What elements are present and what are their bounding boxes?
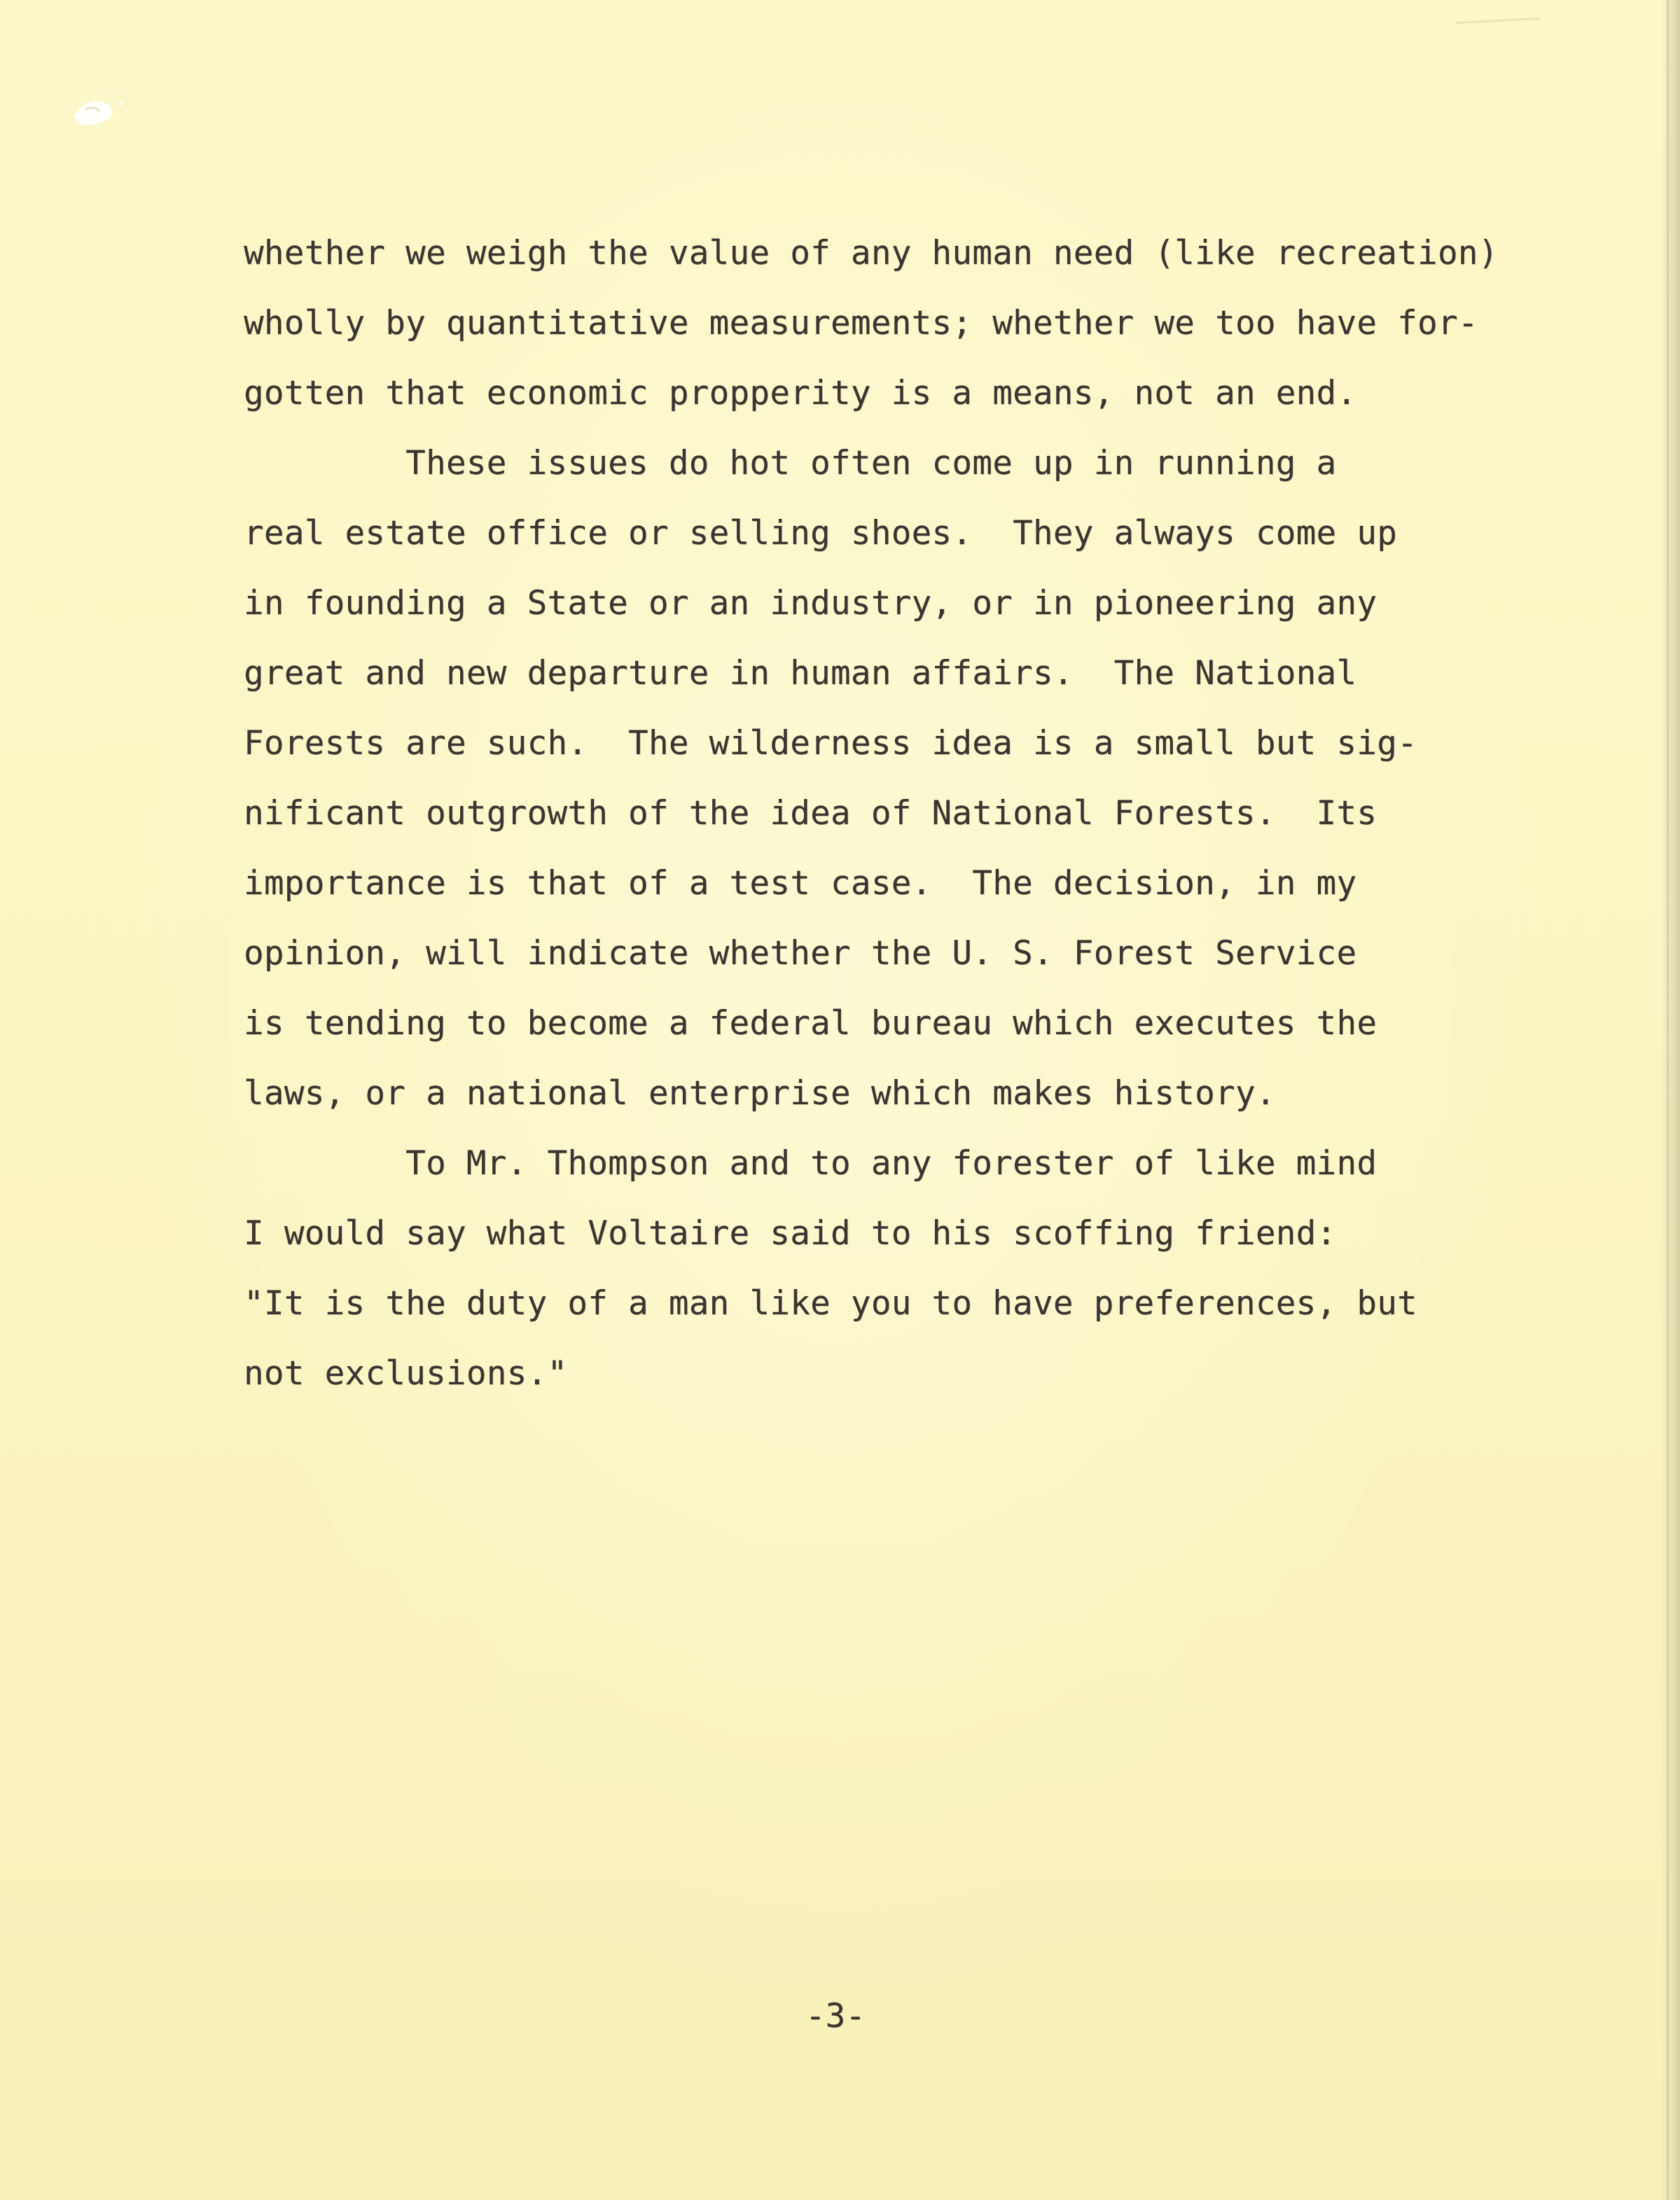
text-line: not exclusions." xyxy=(244,1354,568,1393)
paper-damage-spot xyxy=(42,42,126,147)
text-line: whether we weigh the value of any human need (like recreation) xyxy=(244,234,1499,272)
faint-mark xyxy=(1456,18,1542,59)
text-line: is tending to become a federal bureau which executes the xyxy=(244,1004,1377,1043)
text-line: "It is the duty of a man like you to have preferences, but xyxy=(244,1284,1418,1323)
text-line: Forests are such. The wilderness idea is a small but sig- xyxy=(244,724,1418,763)
body-text xyxy=(244,218,1499,1409)
text-line: wholly by quantitative measurements; whether we too have for- xyxy=(244,304,1478,342)
text-line: nificant outgrowth of the idea of National Forests. Its xyxy=(244,794,1377,833)
text-line: opinion, will indicate whether the U. S. Forest Service xyxy=(244,934,1357,973)
text-line: These issues do hot often come up in running a xyxy=(244,444,1337,482)
page-number: -3- xyxy=(805,1997,866,2035)
text-line: great and new departure in human affairs. The National xyxy=(244,654,1357,692)
text-line: real estate office or selling shoes. They always come up xyxy=(244,514,1398,552)
paper-edge-shadow xyxy=(1660,0,1680,2200)
text-line: importance is that of a test case. The decision, in my xyxy=(244,864,1357,903)
text-line: To Mr. Thompson and to any forester of like mind xyxy=(244,1144,1377,1183)
text-line: I would say what Voltaire said to his scoffing friend: xyxy=(244,1214,1337,1253)
paper-edge-line xyxy=(1667,0,1669,2200)
text-line: laws, or a national enterprise which makes history. xyxy=(244,1074,1276,1113)
text-line: gotten that economic propperity is a means, not an end. xyxy=(244,374,1357,412)
text-line: in founding a State or an industry, or in pioneering any xyxy=(244,584,1377,622)
